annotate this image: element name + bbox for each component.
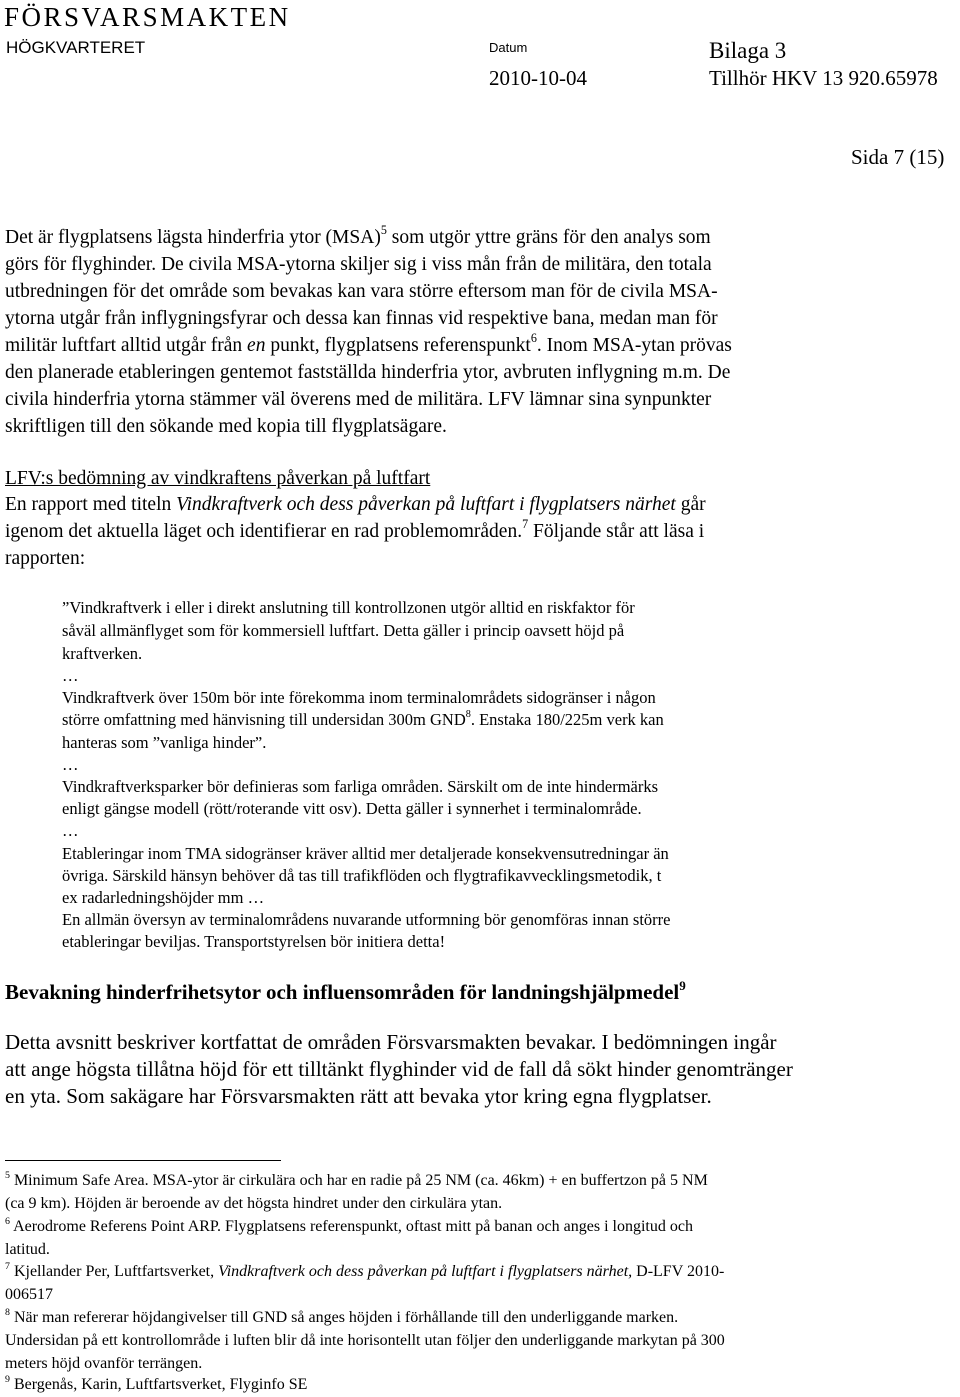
text-line: civila hinderfria ytorna stämmer väl överens med de militära. LFV lämnar sina synpunkter [5, 389, 712, 410]
footnote-line: (ca 9 km). Höjden är beroende av det högsta hindret under den cirkulära ytan. [5, 1195, 503, 1212]
quote-line: Vindkraftverksparker bör definieras som farliga områden. Särskilt om de inte hindermärks [62, 777, 659, 796]
footnote-ref-5[interactable]: 5 [380, 223, 387, 238]
text-line [5, 494, 706, 516]
footnote-line: 006517 [5, 1286, 53, 1303]
text-line: den planerade etableringen gentemot fastställda hinderfria ytor, avbruten inflygning m.m. De [5, 362, 731, 383]
emphasis-text: en [247, 335, 266, 356]
text-line [5, 331, 732, 357]
quote-line: hanteras som ”vanliga hinder”. [62, 733, 267, 752]
quote-ellipsis: … [62, 755, 79, 774]
date-value: 2010-10-04 [489, 66, 587, 90]
text-line: görs för flyghinder. De civila MSA-ytorna skiljer sig i viss mån från de militära, den totala [5, 254, 712, 275]
footnote-5 [5, 1169, 708, 1190]
text-span: Det är flygplatsens lägsta hinderfria ytor (MSA) [5, 227, 381, 248]
quote-line: såväl allmänflyget som för kommersiell luftfart. Detta gäller i princip oavsett höjd på [62, 621, 625, 640]
footnote-number: 8 [5, 1306, 10, 1318]
text-span: När man refererar höjdangivelser till GND så anges höjden i förhållande till den underliggande marken. [9, 1309, 679, 1326]
quote-line: övriga. Särskild hänsyn behöver då tas till trafikflöden och flygtrafikavvecklingsmetodik, t [62, 866, 662, 885]
quote-line: ex radarledningshöjder mm … [62, 888, 265, 907]
text-line: skriftligen till den sökande med kopia till flygplatsägare. [5, 416, 447, 437]
quote-ellipsis: … [62, 821, 79, 840]
section-heading [5, 977, 686, 1005]
footnote-8 [5, 1306, 679, 1327]
footnote-line: latitud. [5, 1241, 50, 1258]
text-span: Minimum Safe Area. MSA-ytor är cirkulära och har en radie på 25 NM (ca. 46km) + en buffertzon på 5 NM [9, 1172, 708, 1189]
headquarters-label: HÖGKVARTERET [6, 38, 146, 57]
quote-line: kraftverken. [62, 644, 143, 663]
footnote-line: meters höjd ovanför terrängen. [5, 1355, 203, 1372]
text-span: går [675, 494, 706, 515]
text-span: Aerodrome Referens Point ARP. Flygplatsens referenspunkt, oftast mitt på banan och anges i longitud och [9, 1218, 693, 1235]
text-span: punkt, flygplatsens referenspunkt [265, 335, 531, 356]
quote-line: enligt gängse modell (rött/roterande vitt osv). Detta gäller i synnerhet i terminalområde. [62, 799, 642, 818]
footnote-ref-9[interactable]: 9 [679, 977, 686, 993]
footnote-number: 7 [5, 1260, 10, 1272]
text-line [5, 517, 705, 543]
appendix-label: Bilaga 3 [709, 38, 787, 63]
reference-number: Tillhör HKV 13 920.65978 [709, 66, 938, 90]
text-line: rapporten: [5, 548, 86, 569]
quote-line: En allmän översyn av terminalområdens nuvarande utformning bör genomföras innan större [62, 910, 671, 929]
quote-line: Etableringar inom TMA sidogränser kräver alltid mer detaljerade konsekvensutredningar än [62, 844, 669, 863]
footnote-number: 5 [5, 1169, 10, 1181]
quote-line [62, 710, 664, 730]
footnote-line: Undersidan på ett kontrollområde i luften blir då inte horisontellt utan följer den underliggande markytan på 300 [5, 1332, 725, 1349]
text-span: som utgör yttre gräns för den analys som [386, 227, 711, 248]
footnote-7 [5, 1260, 725, 1281]
text-span: Följande står att läsa i [528, 521, 705, 542]
text-line: ytorna utgår från inflygningsfyrar och dessa kan finnas vid respektive bana, medan man för [5, 308, 718, 329]
text-span: . Enstaka 180/225m verk kan [470, 710, 664, 729]
text-line [5, 223, 711, 249]
date-label: Datum [489, 40, 528, 55]
quote-ellipsis: … [62, 666, 79, 685]
organization-name: FÖRSVARSMAKTEN [4, 2, 291, 32]
report-title: Vindkraftverk och dess påverkan på luftfart i flygplatsers närhet [176, 494, 676, 515]
text-span: Kjellander Per, Luftfartsverket, [9, 1263, 219, 1280]
footnote-6 [5, 1215, 693, 1236]
footnote-ref-6[interactable]: 6 [530, 331, 537, 346]
footnote-ref-7[interactable]: 7 [522, 517, 529, 532]
quote-line: Vindkraftverk över 150m bör inte förekomma inom terminalområdets sidogränser i någon [62, 688, 656, 707]
quote-line: ”Vindkraftverk i eller i direkt anslutning till kontrollzonen utgör alltid en riskfaktor för [62, 598, 635, 617]
text-line: Detta avsnitt beskriver kortfattat de områden Försvarsmakten bevakar. I bedömningen ingår [5, 1030, 777, 1054]
report-title: Vindkraftverk och dess påverkan på luftfart i flygplatsers närhet, [218, 1263, 633, 1280]
text-line: utbredningen för det område som bevakas kan vara större eftersom man för de civila MSA- [5, 281, 718, 302]
footnote-number: 9 [5, 1373, 10, 1385]
footnote-ref-8[interactable]: 8 [465, 709, 471, 721]
quote-line: etableringar beviljas. Transportstyrelsen bör initiera detta! [62, 932, 446, 951]
text-span: D-LFV 2010- [632, 1263, 725, 1280]
text-span: . Inom MSA-ytan prövas [536, 335, 732, 356]
text-line: att ange högsta tillåtna höjd för ett tilltänkt flyghinder vid de fall då sökt hinder genomtränger [5, 1057, 793, 1081]
text-line: en yta. Som sakägare har Försvarsmakten rätt att bevaka ytor kring egna flygplatser. [5, 1084, 712, 1108]
footnote-number: 6 [5, 1215, 10, 1227]
text-span: Bergenås, Karin, Luftfartsverket, Flyginfo SE [9, 1376, 308, 1393]
text-span: militär luftfart alltid utgår från [5, 335, 248, 356]
text-span: En rapport med titeln [5, 494, 177, 515]
page-number: Sida 7 (15) [851, 145, 945, 169]
footnote-separator [5, 1160, 281, 1161]
heading-text: Bevakning hinderfrihetsytor och influensområden för landningshjälpmedel [5, 980, 680, 1004]
subheading-lfv: LFV:s bedömning av vindkraftens påverkan på luftfart [5, 468, 431, 489]
text-span: igenom det aktuella läget och identifierar en rad problemområden. [5, 521, 523, 542]
text-span: större omfattning med hänvisning till undersidan 300m GND [62, 710, 466, 729]
footnote-9 [5, 1373, 308, 1394]
